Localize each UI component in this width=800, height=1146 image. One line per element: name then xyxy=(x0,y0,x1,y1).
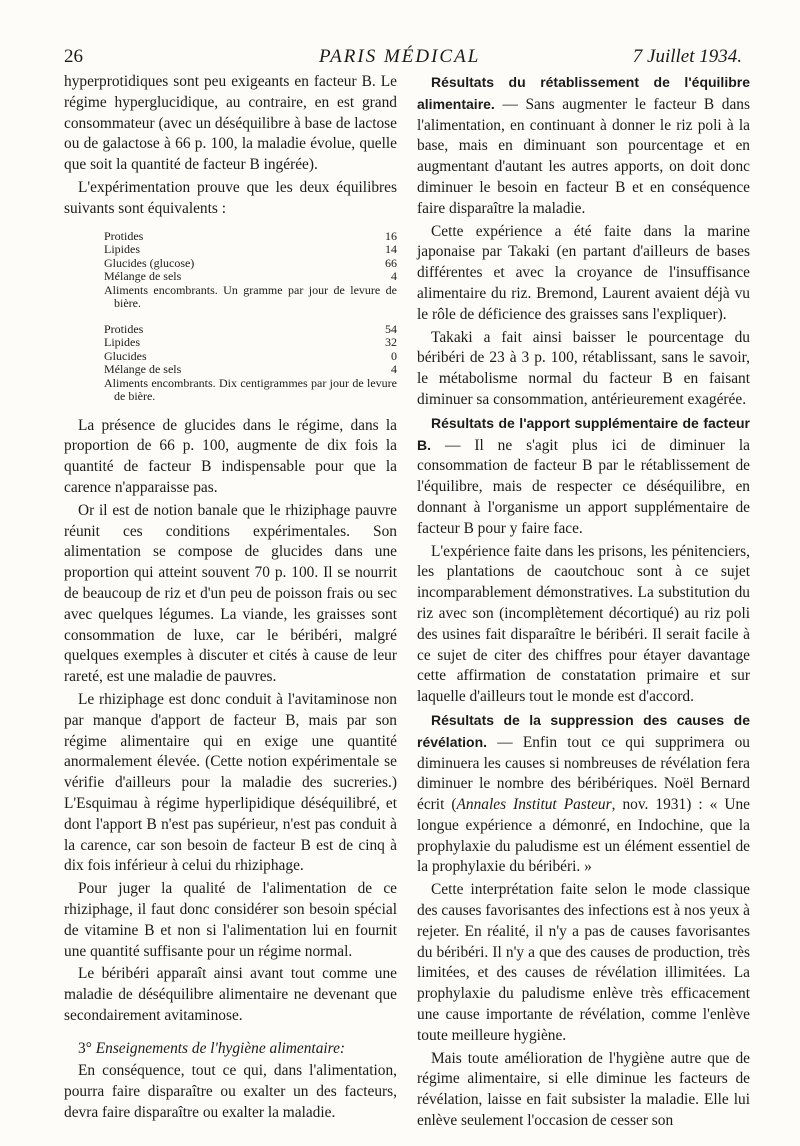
paragraph-text: — Il ne s'agit plus ici de diminuer la consommation de facteur B par le rétablissement de l'équilibre, mais de respecter ce déséquilibre, en donnant à l'organisme un apport supplémentaire de facteur B pour y faire face. xyxy=(417,436,750,537)
paragraph: L'expérimentation prouve que les deux équilibres suivants sont équivalents : xyxy=(64,178,397,217)
formula-row xyxy=(104,243,397,257)
formula-spacer xyxy=(104,311,397,323)
paragraph-text: — Sans augmenter le facteur B dans l'alimentation, en continuant à donner le riz poli à la base, mais en diminuant son pourcentage et en augmentant d'autant les autres apports, on doit donc diminuer le besoin en facteur B et en conséquence faire disparaître la maladie. xyxy=(417,95,750,217)
paragraph xyxy=(417,710,750,878)
formula-item: Glucides xyxy=(104,348,147,363)
paragraph: Pour juger la qualité de l'alimentation de ce rhiziphage, il faut donc considérer son besoin spécial de vitamine B et non si l'alimentation lui en fournit une quantité suffisante pour un régime normal. xyxy=(64,880,397,960)
page-number: 26 xyxy=(64,46,83,67)
diet-formula-1 xyxy=(104,230,397,404)
section-number: 3° xyxy=(78,1039,92,1057)
right-column xyxy=(417,72,750,1132)
left-column xyxy=(64,72,397,1124)
formula-value: 32 xyxy=(385,335,397,350)
formula-value: 14 xyxy=(385,242,397,257)
paragraph-text: , nov. 1931) : « Une longue expérience a démonré, en Indochine, que la prophylaxie du paludisme est un élément essentiel de la prophylaxie du béribéri. » xyxy=(417,796,750,876)
run-in-heading: Résultats de la suppression des causes de révélation. xyxy=(417,711,750,750)
paragraph xyxy=(417,413,750,540)
section-title: Enseignements de l'hygiène alimentaire: xyxy=(95,1039,346,1057)
formula-row xyxy=(104,363,397,377)
paragraph: Le rhiziphage est donc conduit à l'avitaminose non par manque d'apport de facteur B, mais par son régime alimentaire qui en exige une quantité anormalement élevée. (Cette notion expérimentale se vérifie d'ailleurs pour la maladie des sucreries.) L'Esquimau à régime hyperlipidique déséquilibré, et dont l'apport B n'est pas supérieur, n'est pas conduit à la carence, car son besoin de facteur B est de cinq à dix fois inférieur à celui du rhiziphage. xyxy=(64,690,397,875)
formula-value: 4 xyxy=(391,362,397,377)
formula-item: Mélange de sels xyxy=(104,362,182,377)
formula-value: 4 xyxy=(391,269,397,284)
run-in-heading: Résultats du rétablissement de l'équilibre alimentaire. xyxy=(417,74,750,112)
formula-item: Mélange de sels xyxy=(104,269,182,284)
paragraph: En conséquence, tout ce qui, dans l'alimentation, pourra faire disparaître ou exalter un des facteurs, devra faire disparaître ou exalter la maladie. xyxy=(64,1062,397,1122)
paragraph: Or il est de notion banale que le rhiziphage pauvre réunit ces conditions expérimentales. Son alimentation se compose de glucides dans une proportion qui atteint souvent 70 p. 100. Il se nourrit de beaucoup de riz et d'un peu de poisson frais ou sec avec quelques légumes. La viande, les graisses sont consommation de luxe, car le béribéri, malgré quelques exemples à discuter et cités à cause de leur rareté, est une maladie de pauvres. xyxy=(64,501,397,686)
formula-row xyxy=(104,350,397,364)
formula-row xyxy=(104,230,397,244)
journal-title: PARIS MÉDICAL xyxy=(319,46,481,67)
paragraph xyxy=(417,72,750,220)
formula-item: Protides xyxy=(104,228,144,243)
paragraph: Mais toute amélioration de l'hygiène autre que de régime alimentaire, si elle diminue les facteurs de révélation, laisse en fait subsister la maladie. Elle lui enlève seulement l'occasion de cesser son xyxy=(417,1049,750,1130)
formula-item: Protides xyxy=(104,321,144,336)
formula-item: Lipides xyxy=(104,335,140,350)
formula-value: 54 xyxy=(385,321,397,336)
paragraph: Takaki a fait ainsi baisser le pourcentage du béribéri de 23 à 3 p. 100, rétablissant, sans le savoir, le métabolisme normal du facteur B en faisant diminuer sa consommation, antérieurement exagérée. xyxy=(417,328,750,408)
paragraph: La présence de glucides dans le régime, dans la proportion de 66 p. 100, augmente de dix fois la quantité de facteur B indispensable pour que la carence n'apparaisse pas. xyxy=(64,416,397,496)
paragraph: hyperprotidiques sont peu exigeants en facteur B. Le régime hyperglucidique, au contraire, en est grand consommateur (avec un déséquilibre à base de lactose ou de galactose à 66 p. 100, la maladie évolue, quelle que soit la quantité de facteur B ingérée). xyxy=(64,73,397,174)
formula-note: Aliments encombrants. Un gramme par jour de levure de bière. xyxy=(104,282,397,311)
paragraph: Cette interprétation faite selon le mode classique des causes favorisantes des infections est à nos yeux à rejeter. En réalité, il n'y a pas de causes favorisantes du béribéri. Il n'y a que des causes de production, très limitées, et des causes de révélation illimitées. La prophylaxie du paludisme enlève très efficacement une cause importante de révélation, comme l'enlève toute meilleure hygiène. xyxy=(417,881,750,1044)
paragraph: Cette expérience a été faite dans la marine japonaise par Takaki (en partant d'ailleurs de bases différentes et avec la croyance de l'insuffisance alimentaire du riz. Bremond, Laurent avaient déjà vu le rôle de déficience des graisses sans l'expliquer). xyxy=(417,222,750,323)
section-heading xyxy=(64,1039,397,1060)
formula-row xyxy=(104,270,397,284)
run-in-heading: Résultats de l'apport supplémentaire de facteur B. xyxy=(417,414,750,453)
paragraph: Le béribéri apparaît ainsi avant tout comme une maladie de déséquilibre alimentaire ne devenant que secondairement avitaminose. xyxy=(64,965,397,1024)
formula-row xyxy=(104,323,397,337)
issue-date: 7 Juillet 1934. xyxy=(632,46,742,67)
formula-value: 0 xyxy=(391,348,397,363)
formula-item: Lipides xyxy=(104,242,140,257)
formula-row xyxy=(104,336,397,350)
citation: Annales Institut Pasteur xyxy=(456,796,612,814)
paragraph-text: — Enfin tout ce qui supprimera ou diminuera les causes si nombreuses de révélation fera diminuer le nombre des béribériques. Noël Bernard écrit ( xyxy=(417,733,750,814)
formula-value: 16 xyxy=(385,228,397,243)
formula-note: Aliments encombrants. Dix centigrammes par jour de levure de bière. xyxy=(104,375,397,404)
formula-value: 66 xyxy=(385,255,397,270)
paragraph: L'expérience faite dans les prisons, les pénitenciers, les plantations de caoutchouc sont à ce sujet incomparablement démonstratives. La substitution du riz avec son (incomplètement décortiqué) au riz poli des usines fait disparaître le béribéri. Il serait facile à ce sujet de citer des chiffres pour étayer davantage cette affirmation de constatation primaire et sur laquelle d'ailleurs tout le monde est d'accord. xyxy=(417,542,750,706)
formula-item: Glucides (glucose) xyxy=(104,255,195,270)
formula-row xyxy=(104,257,397,271)
